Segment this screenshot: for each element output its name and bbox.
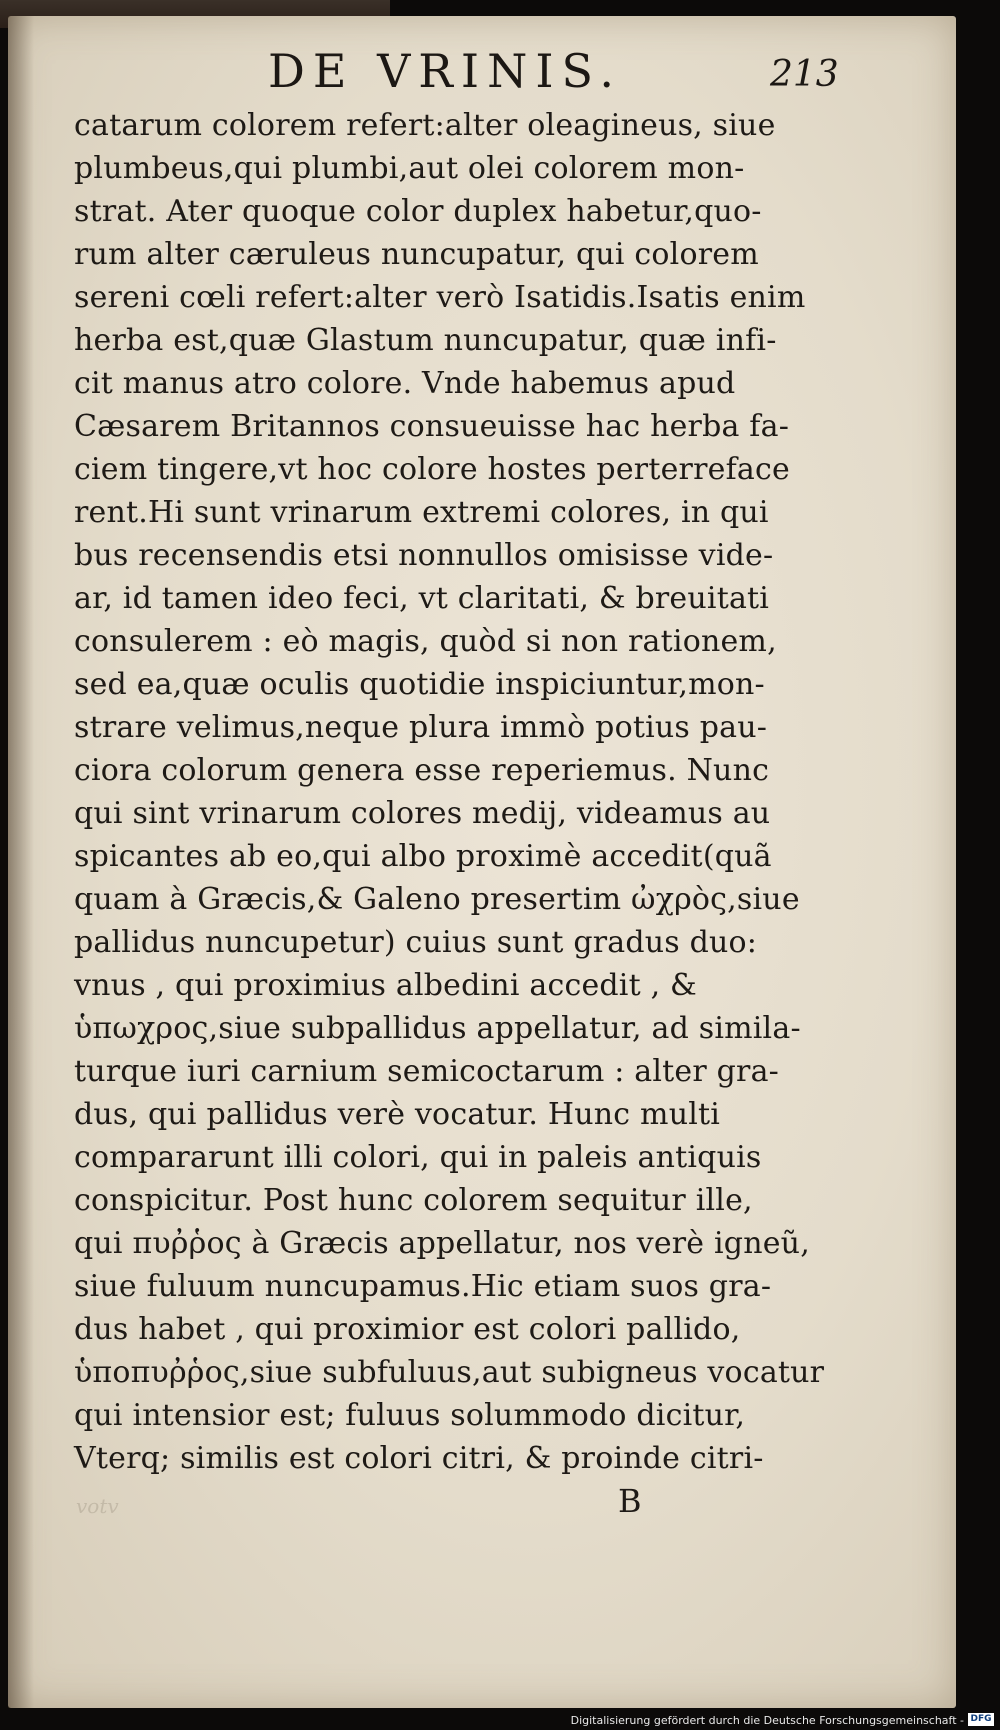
text-line: Cæsarem Britannos consueuisse hac herba fa- [74,409,790,444]
text-line: consulerem : eò magis, quòd si non rationem, [74,624,777,659]
text-line: bus recensendis etsi nonnullos omisisse vide- [74,538,774,573]
text-line: sereni cœli refert:alter verò Isatidis.Isatis enim [74,280,806,315]
text-line: ar, id tamen ideo feci, vt claritati, & breuitati [74,581,770,616]
running-title: DE VRINIS. [268,44,623,98]
text-line: quam à Græcis,& Galeno presertim ὠχρὸς,siue [74,882,800,917]
page-gutter-shadow [8,16,34,1708]
text-line: cit manus atro colore. Vnde habemus apud [74,366,736,401]
funding-credit: Digitalisierung gefördert durch die Deutsche Forschungsgemeinschaft - [570,1714,964,1727]
text-line: ciora colorum genera esse reperiemus. Nunc [74,753,770,788]
text-line: pallidus nuncupetur) cuius sunt gradus duo: [74,925,758,960]
text-line: strat. Ater quoque color duplex habetur,quo- [74,194,762,229]
text-line: sed ea,quæ oculis quotidie inspiciuntur,mon- [74,667,765,702]
dfg-logo: DFG [968,1713,994,1726]
text-line: ciem tingere,vt hoc colore hostes perterreface [74,452,790,487]
text-line: plumbeus,qui plumbi,aut olei colorem mon- [74,151,745,186]
text-line: rent.Hi sunt vrinarum extremi colores, in qui [74,495,769,530]
show-through-text: votv [76,1494,119,1518]
page-foot [0,1482,1000,1532]
text-line: siue fuluum nuncupamus.Hic etiam suos gra- [74,1269,772,1304]
page-header [0,44,1000,98]
text-line: turque iuri carnium semicoctarum : alter gra- [74,1054,779,1089]
text-line: strare velimus,neque plura immò potius pau- [74,710,768,745]
text-line: catarum colorem refert:alter oleagineus, siue [74,108,776,143]
text-line: vnus , qui proximius albedini accedit , & [74,968,697,1003]
text-line: qui sint vrinarum colores medij, videamus au [74,796,771,831]
text-line: dus, qui pallidus verè vocatur. Hunc multi [74,1097,721,1132]
text-line: rum alter cæruleus nuncupatur, qui colorem [74,237,759,272]
text-line: compararunt illi colori, qui in paleis antiquis [74,1140,762,1175]
page-number: 213 [770,54,839,95]
text-line: herba est,quæ Glastum nuncupatur, quæ infi- [74,323,777,358]
text-line: qui intensior est; fuluus solummodo dicitur, [74,1398,746,1433]
signature-mark: B [618,1482,642,1520]
body-text [74,104,825,1480]
text-line: dus habet , qui proximior est colori pallido, [74,1312,741,1347]
text-line: spicantes ab eo,qui albo proximè accedit(quã [74,839,772,874]
text-line: ὑποπυῤῥος,siue subfuluus,aut subigneus vocatur [74,1355,825,1390]
text-line: conspicitur. Post hunc colorem sequitur ille, [74,1183,753,1218]
text-line: Vterq; similis est colori citri, & proinde citri- [74,1441,764,1476]
text-line: qui πυῤῥος à Græcis appellatur, nos verè igneũ, [74,1226,810,1261]
text-line: ὑπωχρος,siue subpallidus appellatur, ad simila- [74,1011,801,1046]
